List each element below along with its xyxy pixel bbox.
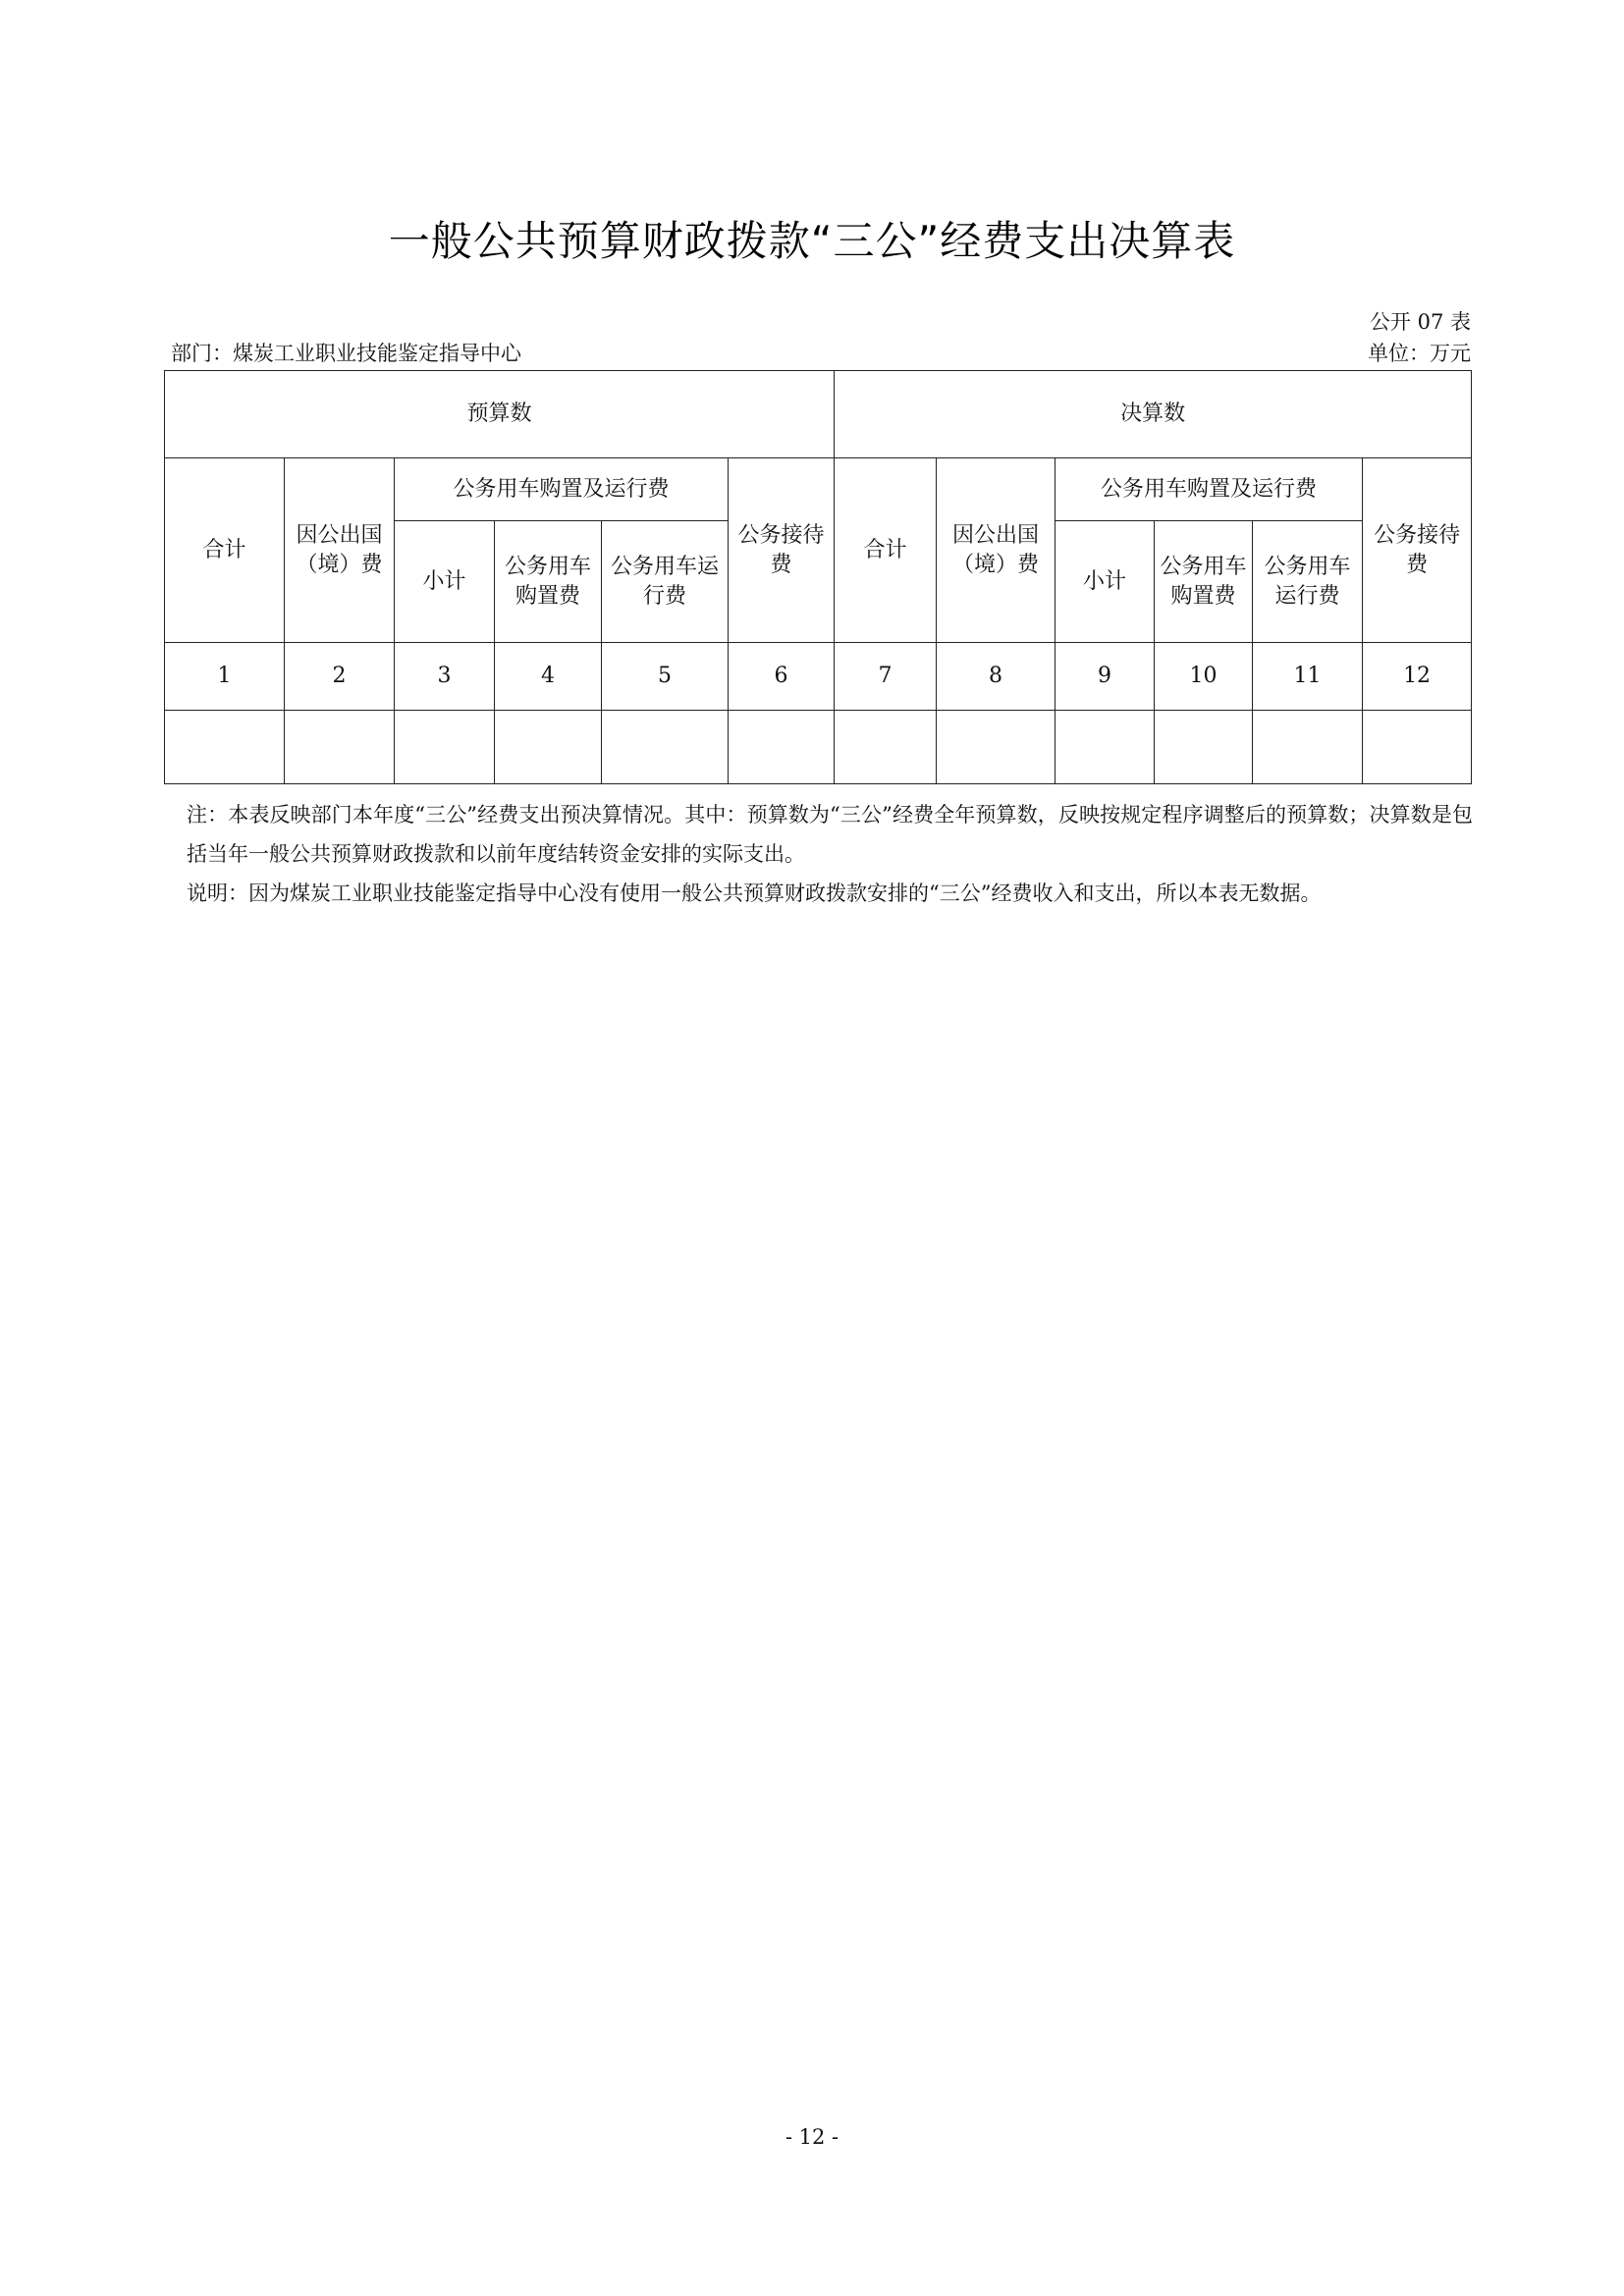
- header-final-abroad: 因公出国（境）费: [937, 458, 1056, 643]
- header-row-groups: [165, 371, 1472, 458]
- header-budget: 预算数: [165, 371, 835, 458]
- header-final-vehicle-purchase: 公务用车购置费: [1155, 521, 1253, 643]
- page-number: - 12 -: [785, 2125, 839, 2149]
- header-final-vehicle: 公务用车购置及运行费: [1056, 458, 1363, 521]
- unit-label: 单位：万元: [1368, 342, 1471, 365]
- document-title: 一般公共预算财政拨款“三公”经费支出决算表: [388, 217, 1236, 265]
- table-cell: [285, 711, 395, 784]
- department-label: 部门：煤炭工业职业技能鉴定指导中心: [171, 342, 521, 365]
- header-final: 决算数: [835, 371, 1472, 458]
- table-cell: [835, 711, 937, 784]
- table-cell: [395, 711, 495, 784]
- table-cell: [495, 711, 602, 784]
- column-number: 11: [1253, 643, 1363, 711]
- header-budget-reception: 公务接待费: [729, 458, 835, 643]
- column-number: 9: [1056, 643, 1155, 711]
- column-number-row: [165, 643, 1472, 711]
- header-budget-subtotal: 小计: [395, 521, 495, 643]
- table-cell: [1155, 711, 1253, 784]
- table-explanation: 说明：因为煤炭工业职业技能鉴定指导中心没有使用一般公共预算财政拨款安排的“三公”经费收入和支出，所以本表无数据。: [187, 881, 1322, 905]
- header-final-subtotal: 小计: [1056, 521, 1155, 643]
- table-cell: [1253, 711, 1363, 784]
- table-row: [165, 711, 1472, 784]
- header-final-reception: 公务接待费: [1363, 458, 1472, 643]
- column-number: 1: [165, 643, 285, 711]
- column-number: 8: [937, 643, 1056, 711]
- table-cell: [937, 711, 1056, 784]
- column-number: 3: [395, 643, 495, 711]
- column-number: 12: [1363, 643, 1472, 711]
- header-row-categories: [165, 458, 1472, 521]
- header-budget-abroad: 因公出国（境）费: [285, 458, 395, 643]
- form-number: 公开 07 表: [1369, 310, 1471, 334]
- table-note: 注：本表反映部门本年度“三公”经费支出预决算情况。其中：预算数为“三公”经费全年预算数，反映按规定程序调整后的预算数；决算数是包括当年一般公共预算财政拨款和以前年度结转资金安排的实际支出。: [187, 803, 1473, 866]
- column-number: 5: [602, 643, 729, 711]
- column-number: 4: [495, 643, 602, 711]
- notes-section: [187, 795, 1473, 913]
- column-number: 2: [285, 643, 395, 711]
- table-cell: [602, 711, 729, 784]
- table-cell: [165, 711, 285, 784]
- header-budget-vehicle: 公务用车购置及运行费: [395, 458, 729, 521]
- header-budget-vehicle-operation: 公务用车运行费: [602, 521, 729, 643]
- column-number: 10: [1155, 643, 1253, 711]
- header-budget-vehicle-purchase: 公务用车购置费: [495, 521, 602, 643]
- header-final-vehicle-operation: 公务用车运行费: [1253, 521, 1363, 643]
- header-budget-total: 合计: [165, 458, 285, 643]
- table-cell: [1363, 711, 1472, 784]
- table-cell: [1056, 711, 1155, 784]
- column-number: 6: [729, 643, 835, 711]
- header-final-total: 合计: [835, 458, 937, 643]
- table-cell: [729, 711, 835, 784]
- three-public-expenses-table: [164, 370, 1472, 784]
- column-number: 7: [835, 643, 937, 711]
